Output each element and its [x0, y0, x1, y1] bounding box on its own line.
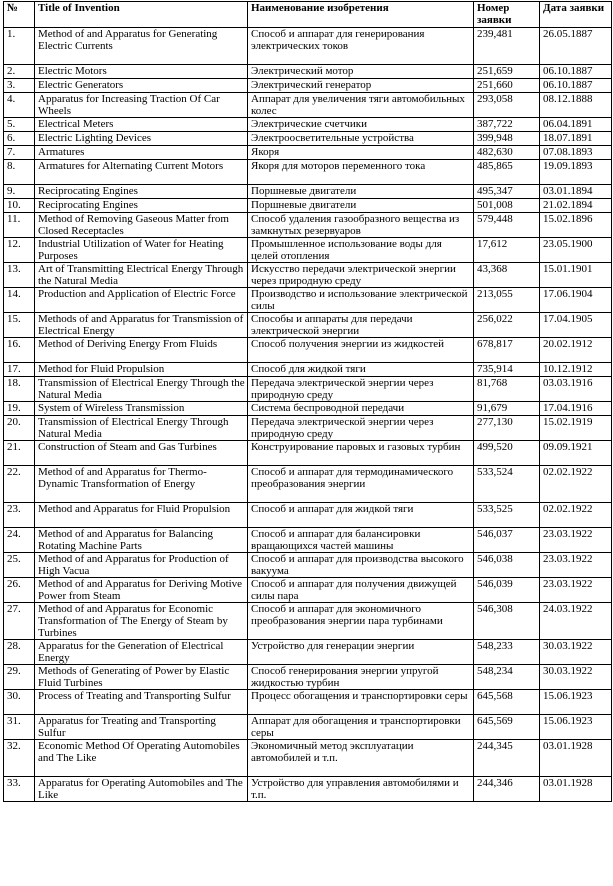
application-date: 15.01.1901 — [540, 263, 612, 288]
application-number: 387,722 — [474, 118, 540, 132]
application-date: 24.03.1922 — [540, 603, 612, 640]
invention-title-english: Construction of Steam and Gas Turbines — [35, 441, 248, 466]
table-row — [4, 715, 612, 740]
application-number: 251,659 — [474, 65, 540, 79]
invention-title-russian: Способ и аппарат для балансировки вращающихся частей машины — [248, 528, 474, 553]
application-number: 645,569 — [474, 715, 540, 740]
application-number: 277,130 — [474, 416, 540, 441]
table-row — [4, 65, 612, 79]
row-number: 29. — [4, 665, 35, 690]
invention-title-russian: Способ генерирования энергии упругой жидкостью турбин — [248, 665, 474, 690]
invention-title-russian: Промышленное использование воды для целей отопления — [248, 238, 474, 263]
invention-title-english: Electric Generators — [35, 79, 248, 93]
application-date: 23.03.1922 — [540, 578, 612, 603]
invention-title-english: Method and Apparatus for Fluid Propulsion — [35, 503, 248, 528]
invention-title-english: Method of Removing Gaseous Matter from Closed Receptacles — [35, 213, 248, 238]
application-date: 02.02.1922 — [540, 466, 612, 503]
invention-title-russian: Аппарат для увеличения тяги автомобильных колес — [248, 93, 474, 118]
invention-title-english: Method of and Apparatus for Generating Electric Currents — [35, 28, 248, 65]
application-number: 244,345 — [474, 740, 540, 777]
row-number: 2. — [4, 65, 35, 79]
application-number: 533,525 — [474, 503, 540, 528]
application-date: 09.09.1921 — [540, 441, 612, 466]
header-number-sign: № — [4, 2, 35, 28]
application-date: 06.04.1891 — [540, 118, 612, 132]
invention-title-russian: Способ и аппарат для производства высокого вакуума — [248, 553, 474, 578]
invention-title-russian: Экономичный метод эксплуатации автомобилей и т.п. — [248, 740, 474, 777]
invention-title-russian: Система беспроводной передачи — [248, 402, 474, 416]
table-row — [4, 603, 612, 640]
table-row — [4, 441, 612, 466]
invention-title-russian: Искусство передачи электрической энергии через природную среду — [248, 263, 474, 288]
application-date: 15.06.1923 — [540, 715, 612, 740]
application-date: 23.03.1922 — [540, 528, 612, 553]
table-row — [4, 160, 612, 185]
row-number: 11. — [4, 213, 35, 238]
invention-title-russian: Электрический генератор — [248, 79, 474, 93]
row-number: 13. — [4, 263, 35, 288]
row-number: 7. — [4, 146, 35, 160]
table-body — [4, 28, 612, 802]
invention-title-russian: Способ для жидкой тяги — [248, 363, 474, 377]
application-number: 81,768 — [474, 377, 540, 402]
row-number: 25. — [4, 553, 35, 578]
invention-title-russian: Устройство для управления автомобилями и т.п. — [248, 777, 474, 802]
invention-title-english: Method for Fluid Propulsion — [35, 363, 248, 377]
application-number: 256,022 — [474, 313, 540, 338]
table-row — [4, 777, 612, 802]
invention-title-russian: Передача электрической энергии через природную среду — [248, 416, 474, 441]
table-row — [4, 146, 612, 160]
application-number: 735,914 — [474, 363, 540, 377]
application-date: 15.02.1919 — [540, 416, 612, 441]
application-number: 501,008 — [474, 199, 540, 213]
invention-title-english: Method of and Apparatus for Production of High Vacua — [35, 553, 248, 578]
invention-title-english: Apparatus for the Generation of Electrical Energy — [35, 640, 248, 665]
table-row — [4, 185, 612, 199]
table-row — [4, 213, 612, 238]
application-date: 07.08.1893 — [540, 146, 612, 160]
application-number: 548,233 — [474, 640, 540, 665]
table-row — [4, 665, 612, 690]
table-row — [4, 690, 612, 715]
row-number: 33. — [4, 777, 35, 802]
invention-title-english: Art of Transmitting Electrical Energy Through the Natural Media — [35, 263, 248, 288]
application-date: 21.02.1894 — [540, 199, 612, 213]
row-number: 23. — [4, 503, 35, 528]
invention-title-russian: Аппарат для обогащения и транспортировки серы — [248, 715, 474, 740]
application-date: 26.05.1887 — [540, 28, 612, 65]
row-number: 28. — [4, 640, 35, 665]
table-row — [4, 466, 612, 503]
application-date: 08.12.1888 — [540, 93, 612, 118]
application-number: 293,058 — [474, 93, 540, 118]
invention-title-english: Reciprocating Engines — [35, 199, 248, 213]
invention-title-russian: Способ и аппарат для генерирования электрических токов — [248, 28, 474, 65]
application-date: 03.01.1928 — [540, 740, 612, 777]
invention-title-english: Electric Lighting Devices — [35, 132, 248, 146]
invention-title-russian: Процесс обогащения и транспортировки серы — [248, 690, 474, 715]
table-row — [4, 288, 612, 313]
row-number: 10. — [4, 199, 35, 213]
invention-title-english: Transmission of Electrical Energy Through the Natural Media — [35, 377, 248, 402]
table-row — [4, 263, 612, 288]
application-number: 91,679 — [474, 402, 540, 416]
application-number: 546,039 — [474, 578, 540, 603]
table-row — [4, 503, 612, 528]
invention-title-russian: Электроосветительные устройства — [248, 132, 474, 146]
application-date: 19.09.1893 — [540, 160, 612, 185]
table-row — [4, 238, 612, 263]
invention-title-russian: Электрический мотор — [248, 65, 474, 79]
invention-title-russian: Способ получения энергии из жидкостей — [248, 338, 474, 363]
application-number: 678,817 — [474, 338, 540, 363]
table-row — [4, 553, 612, 578]
row-number: 6. — [4, 132, 35, 146]
table-row — [4, 377, 612, 402]
application-number: 548,234 — [474, 665, 540, 690]
invention-title-english: Method of Deriving Energy From Fluids — [35, 338, 248, 363]
invention-title-english: Industrial Utilization of Water for Heating Purposes — [35, 238, 248, 263]
table-row — [4, 338, 612, 363]
table-row — [4, 416, 612, 441]
row-number: 15. — [4, 313, 35, 338]
invention-title-russian: Поршневые двигатели — [248, 185, 474, 199]
invention-title-english: Reciprocating Engines — [35, 185, 248, 199]
application-date: 20.02.1912 — [540, 338, 612, 363]
row-number: 32. — [4, 740, 35, 777]
invention-title-russian: Способ удаления газообразного вещества из замкнутых резервуаров — [248, 213, 474, 238]
invention-title-russian: Конструирование паровых и газовых турбин — [248, 441, 474, 466]
invention-title-russian: Передача электрической энергии через природную среду — [248, 377, 474, 402]
application-date: 10.12.1912 — [540, 363, 612, 377]
application-date: 02.02.1922 — [540, 503, 612, 528]
invention-title-english: Economic Method Of Operating Automobiles and The Like — [35, 740, 248, 777]
row-number: 19. — [4, 402, 35, 416]
row-number: 9. — [4, 185, 35, 199]
application-number: 546,038 — [474, 553, 540, 578]
row-number: 12. — [4, 238, 35, 263]
row-number: 14. — [4, 288, 35, 313]
application-number: 533,524 — [474, 466, 540, 503]
invention-title-russian: Электрические счетчики — [248, 118, 474, 132]
invention-title-english: Method of and Apparatus for Economic Transformation of The Energy of Steam by Turbines — [35, 603, 248, 640]
table-row — [4, 578, 612, 603]
application-number: 499,520 — [474, 441, 540, 466]
invention-title-russian: Способ и аппарат для экономичного преобразования энергии пара турбинами — [248, 603, 474, 640]
invention-title-russian: Способы и аппараты для передачи электрической энергии — [248, 313, 474, 338]
header-application-date: Дата заявки — [540, 2, 612, 28]
invention-title-russian: Устройство для генерации энергии — [248, 640, 474, 665]
invention-title-english: Armatures for Alternating Current Motors — [35, 160, 248, 185]
row-number: 22. — [4, 466, 35, 503]
table-header-row — [4, 2, 612, 28]
row-number: 1. — [4, 28, 35, 65]
table-row — [4, 402, 612, 416]
table-row — [4, 363, 612, 377]
invention-title-english: Process of Treating and Transporting Sulfur — [35, 690, 248, 715]
table-row — [4, 313, 612, 338]
row-number: 30. — [4, 690, 35, 715]
application-date: 17.04.1905 — [540, 313, 612, 338]
invention-title-russian: Поршневые двигатели — [248, 199, 474, 213]
application-date: 30.03.1922 — [540, 640, 612, 665]
row-number: 16. — [4, 338, 35, 363]
invention-title-english: Method of and Apparatus for Deriving Motive Power from Steam — [35, 578, 248, 603]
application-number: 213,055 — [474, 288, 540, 313]
table-row — [4, 132, 612, 146]
invention-title-english: System of Wireless Transmission — [35, 402, 248, 416]
row-number: 8. — [4, 160, 35, 185]
application-number: 251,660 — [474, 79, 540, 93]
application-number: 495,347 — [474, 185, 540, 199]
row-number: 21. — [4, 441, 35, 466]
invention-title-russian: Способ и аппарат для жидкой тяги — [248, 503, 474, 528]
table-row — [4, 118, 612, 132]
application-date: 15.02.1896 — [540, 213, 612, 238]
application-date: 03.01.1928 — [540, 777, 612, 802]
table-row — [4, 640, 612, 665]
application-number: 485,865 — [474, 160, 540, 185]
row-number: 26. — [4, 578, 35, 603]
application-number: 645,568 — [474, 690, 540, 715]
invention-title-russian: Якоря для моторов переменного тока — [248, 160, 474, 185]
application-number: 546,037 — [474, 528, 540, 553]
application-date: 15.06.1923 — [540, 690, 612, 715]
application-date: 06.10.1887 — [540, 79, 612, 93]
patents-table — [3, 1, 612, 802]
invention-title-english: Electrical Meters — [35, 118, 248, 132]
table-row — [4, 28, 612, 65]
application-date: 03.01.1894 — [540, 185, 612, 199]
invention-title-russian: Якоря — [248, 146, 474, 160]
row-number: 24. — [4, 528, 35, 553]
application-number: 244,346 — [474, 777, 540, 802]
invention-title-english: Methods of and Apparatus for Transmission of Electrical Energy — [35, 313, 248, 338]
row-number: 3. — [4, 79, 35, 93]
row-number: 5. — [4, 118, 35, 132]
application-number: 546,308 — [474, 603, 540, 640]
header-title-russian: Наименование изобретения — [248, 2, 474, 28]
application-date: 30.03.1922 — [540, 665, 612, 690]
row-number: 27. — [4, 603, 35, 640]
invention-title-english: Production and Application of Electric Force — [35, 288, 248, 313]
table-row — [4, 79, 612, 93]
application-date: 18.07.1891 — [540, 132, 612, 146]
invention-title-english: Electric Motors — [35, 65, 248, 79]
application-date: 17.06.1904 — [540, 288, 612, 313]
row-number: 18. — [4, 377, 35, 402]
application-number: 239,481 — [474, 28, 540, 65]
application-date: 06.10.1887 — [540, 65, 612, 79]
invention-title-english: Apparatus for Increasing Traction Of Car Wheels — [35, 93, 248, 118]
table-row — [4, 528, 612, 553]
invention-title-russian: Производство и использование электрической силы — [248, 288, 474, 313]
application-date: 23.05.1900 — [540, 238, 612, 263]
application-date: 17.04.1916 — [540, 402, 612, 416]
row-number: 31. — [4, 715, 35, 740]
invention-title-english: Transmission of Electrical Energy Through Natural Media — [35, 416, 248, 441]
invention-title-english: Apparatus for Operating Automobiles and The Like — [35, 777, 248, 802]
header-title-english: Title of Invention — [35, 2, 248, 28]
application-number: 482,630 — [474, 146, 540, 160]
invention-title-english: Method of and Apparatus for Balancing Rotating Machine Parts — [35, 528, 248, 553]
application-number: 17,612 — [474, 238, 540, 263]
invention-title-english: Method of and Apparatus for Thermo-Dynamic Transformation of Energy — [35, 466, 248, 503]
invention-title-russian: Способ и аппарат для термодинамического преобразования энергии — [248, 466, 474, 503]
invention-title-english: Armatures — [35, 146, 248, 160]
invention-title-russian: Способ и аппарат для получения движущей силы пара — [248, 578, 474, 603]
application-date: 23.03.1922 — [540, 553, 612, 578]
table-row — [4, 199, 612, 213]
header-application-number: Номер заявки — [474, 2, 540, 28]
invention-title-english: Apparatus for Treating and Transporting Sulfur — [35, 715, 248, 740]
invention-title-english: Methods of Generating of Power by Elastic Fluid Turbines — [35, 665, 248, 690]
row-number: 20. — [4, 416, 35, 441]
application-number: 43,368 — [474, 263, 540, 288]
application-number: 399,948 — [474, 132, 540, 146]
application-date: 03.03.1916 — [540, 377, 612, 402]
row-number: 4. — [4, 93, 35, 118]
application-number: 579,448 — [474, 213, 540, 238]
table-row — [4, 740, 612, 777]
table-row — [4, 93, 612, 118]
row-number: 17. — [4, 363, 35, 377]
